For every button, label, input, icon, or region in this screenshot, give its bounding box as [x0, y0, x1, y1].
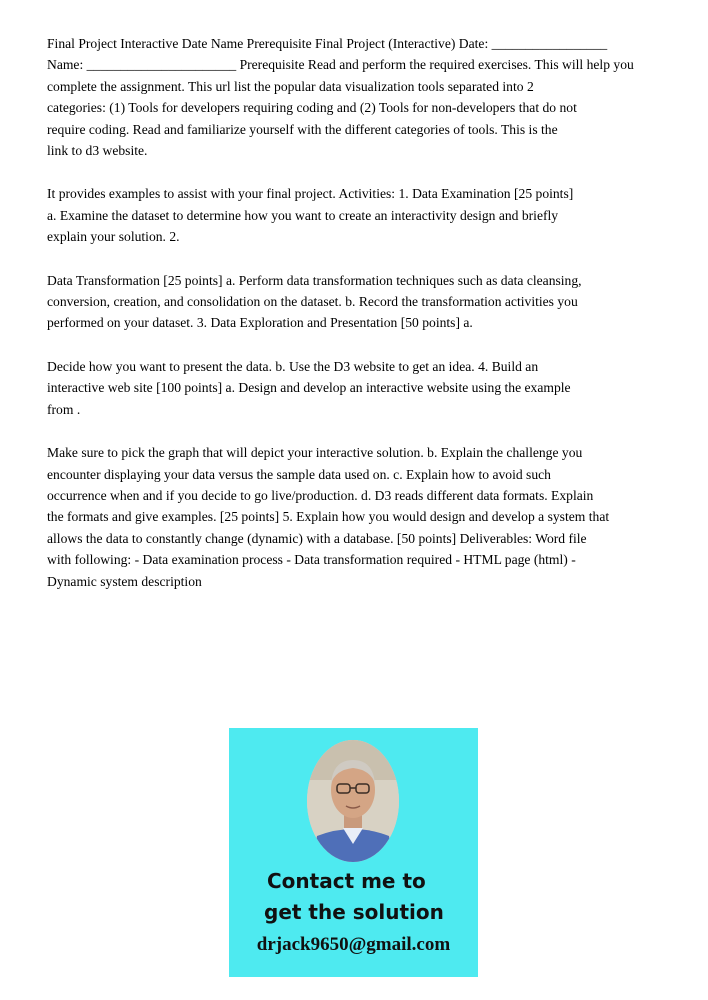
- author-portrait: [307, 740, 399, 862]
- contact-heading-line-2: get the solution: [264, 900, 444, 924]
- text-line: link to d3 website.: [47, 143, 148, 159]
- text-line: the formats and give examples. [25 points] 5. Explain how you would design and develop a system that: [47, 509, 610, 525]
- document-body: [47, 33, 672, 614]
- text-line: Name: ______________________ Prerequisite Read and perform the required exercises. This will help you: [47, 57, 634, 73]
- text-line: interactive web site [100 points] a. Design and develop an interactive website using the example: [47, 380, 571, 396]
- text-line: allows the data to constantly change (dynamic) with a database. [50 points] Deliverables: Word file: [47, 530, 587, 546]
- text-line: categories: (1) Tools for developers requiring coding and (2) Tools for non-developers that do not: [47, 100, 577, 116]
- text-line: It provides examples to assist with your final project. Activities: 1. Data Examination [25 points]: [47, 186, 574, 202]
- paragraph-3: [47, 270, 672, 334]
- contact-ad-banner[interactable]: [229, 728, 478, 977]
- contact-heading-line-1: Contact me to: [267, 869, 426, 893]
- text-line: Final Project Interactive Date Name Prerequisite Final Project (Interactive) Date: _________________: [47, 36, 608, 51]
- paragraph-1: [47, 33, 672, 161]
- text-line: Make sure to pick the graph that will depict your interactive solution. b. Explain the challenge you: [47, 445, 583, 461]
- text-line: Data Transformation [25 points] a. Perform data transformation techniques such as data cleansing,: [47, 272, 582, 288]
- text-line: with following: - Data examination process - Data transformation required - HTML page (html) -: [47, 552, 576, 568]
- text-line: from .: [47, 401, 81, 417]
- text-line: complete the assignment. This url list the popular data visualization tools separated into 2: [47, 78, 534, 94]
- text-line: Decide how you want to present the data. b. Use the D3 website to get an idea. 4. Build an: [47, 358, 539, 374]
- text-line: a. Examine the dataset to determine how you want to create an interactivity design and briefly: [47, 207, 559, 223]
- person-portrait-icon: [307, 740, 399, 862]
- text-line: require coding. Read and familiarize yourself with the different categories of tools. This is the: [47, 121, 558, 137]
- text-line: Dynamic system description: [47, 573, 202, 589]
- text-line: performed on your dataset. 3. Data Exploration and Presentation [50 points] a.: [47, 315, 473, 331]
- text-line: explain your solution. 2.: [47, 229, 180, 245]
- text-line: conversion, creation, and consolidation on the dataset. b. Record the transformation activities you: [47, 294, 578, 310]
- contact-email-link[interactable]: drjack9650@gmail.com: [256, 934, 451, 955]
- text-line: encounter displaying your data versus the sample data used on. c. Explain how to avoid such: [47, 466, 551, 482]
- paragraph-4: [47, 356, 672, 420]
- paragraph-2: [47, 183, 672, 247]
- text-line: occurrence when and if you decide to go live/production. d. D3 reads different data formats. Explain: [47, 487, 594, 503]
- paragraph-5: [47, 442, 672, 592]
